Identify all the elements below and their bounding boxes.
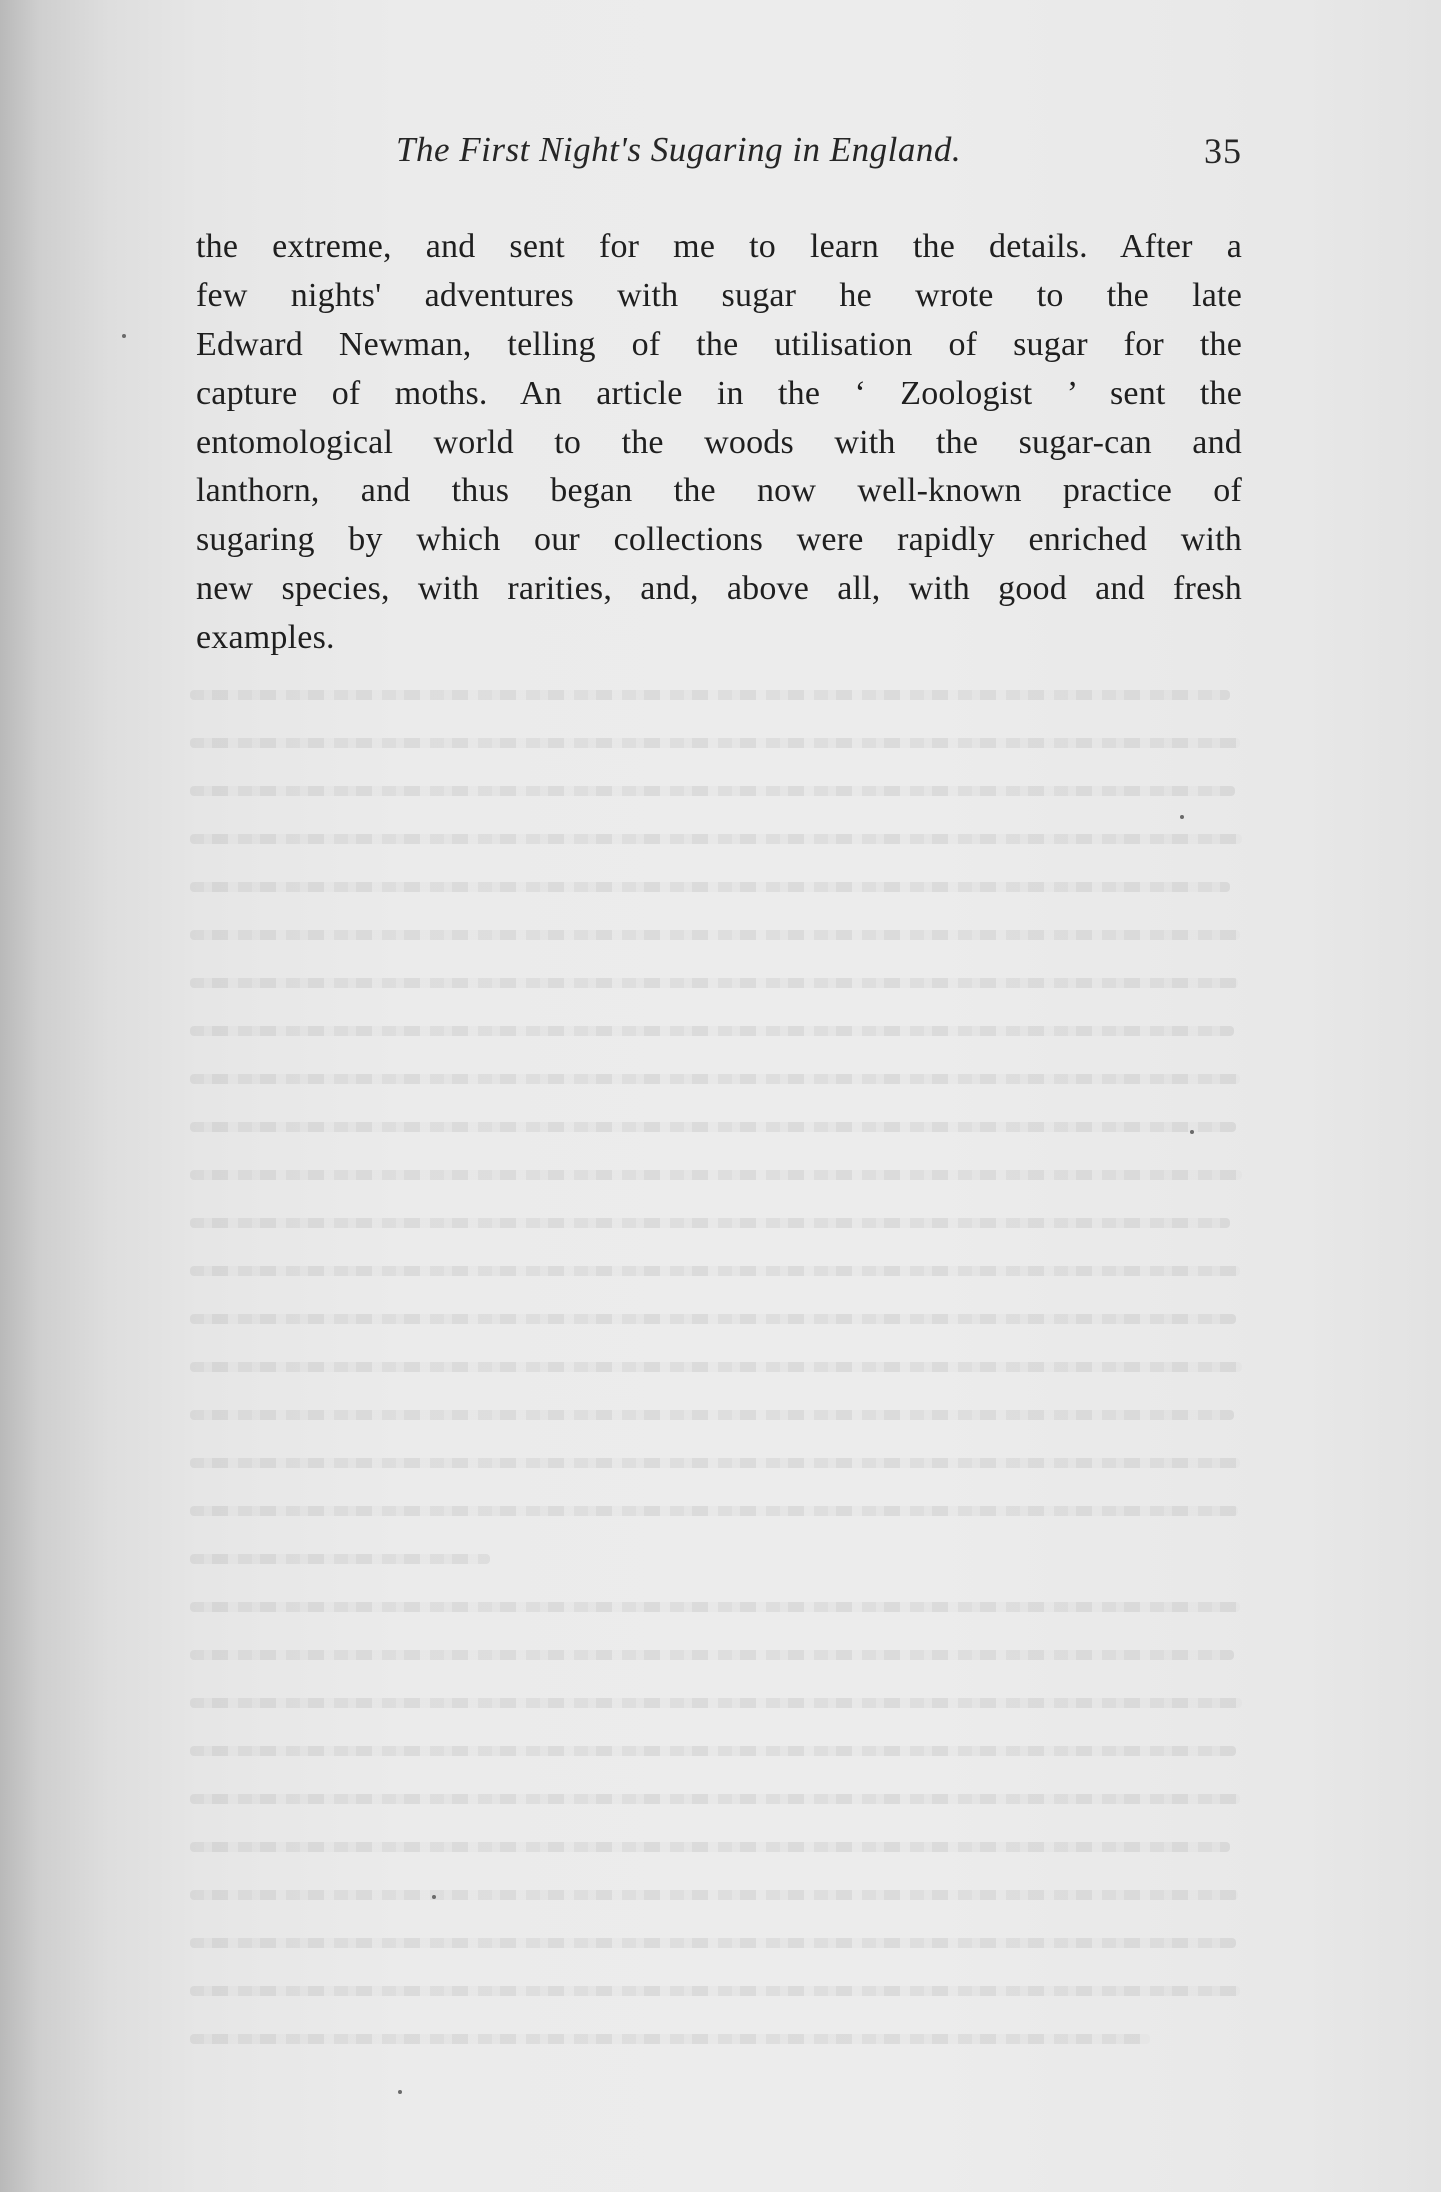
ghost-line	[190, 834, 1242, 844]
ghost-line	[190, 1074, 1240, 1084]
text-line: the extreme, and sent for me to learn the details. After a	[196, 228, 1242, 265]
page-number: 35	[1204, 131, 1242, 171]
ghost-line	[190, 1410, 1234, 1420]
ghost-line	[190, 1698, 1242, 1708]
body-paragraph	[196, 223, 1242, 663]
ghost-line	[190, 1890, 1238, 1900]
ghost-line	[190, 1602, 1240, 1612]
bleed-through-text	[190, 690, 1250, 2100]
text-line: lanthorn, and thus began the now well-known practice of	[196, 472, 1242, 510]
ghost-line	[190, 1650, 1234, 1660]
text-line: few nights' adventures with sugar he wrote to the late	[196, 276, 1242, 314]
text-line: Edward Newman, telling of the utilisation of sugar for the	[196, 325, 1242, 363]
text-line: sugaring by which our collections were rapidly enriched with	[196, 521, 1242, 559]
running-header	[196, 128, 1250, 178]
paper-speck	[1180, 815, 1184, 819]
ghost-line	[190, 1794, 1240, 1804]
ghost-line	[190, 1170, 1242, 1180]
ghost-line	[190, 1506, 1238, 1516]
ghost-line	[190, 1218, 1230, 1228]
paper-speck	[398, 2090, 402, 2094]
ghost-line	[190, 2034, 1150, 2044]
ghost-line	[190, 1842, 1230, 1852]
ghost-line	[190, 1026, 1234, 1036]
ghost-line	[190, 1746, 1236, 1756]
ghost-line	[190, 1266, 1240, 1276]
ghost-line	[190, 690, 1230, 700]
ghost-line	[190, 1938, 1236, 1948]
ghost-line	[190, 738, 1240, 748]
running-title: The First Night's Sugaring in England.	[396, 130, 962, 169]
paper-speck	[1190, 1130, 1194, 1134]
ghost-line	[190, 978, 1238, 988]
ghost-line	[190, 882, 1230, 892]
text-line: new species, with rarities, and, above all, with good and fresh	[196, 570, 1242, 608]
paper-speck	[432, 1895, 436, 1899]
ghost-line	[190, 786, 1235, 796]
ghost-line	[190, 1986, 1240, 1996]
paper-speck	[122, 334, 126, 338]
ghost-line	[190, 1554, 490, 1564]
text-line: entomological world to the woods with the sugar-can and	[196, 423, 1242, 461]
ghost-line	[190, 1458, 1240, 1468]
ghost-line	[190, 1314, 1236, 1324]
text-line: examples.	[196, 619, 335, 657]
ghost-line	[190, 930, 1240, 940]
ghost-line	[190, 1362, 1242, 1372]
text-line: capture of moths. An article in the ‘ Zoologist ’ sent the	[196, 374, 1242, 412]
ghost-line	[190, 1122, 1236, 1132]
